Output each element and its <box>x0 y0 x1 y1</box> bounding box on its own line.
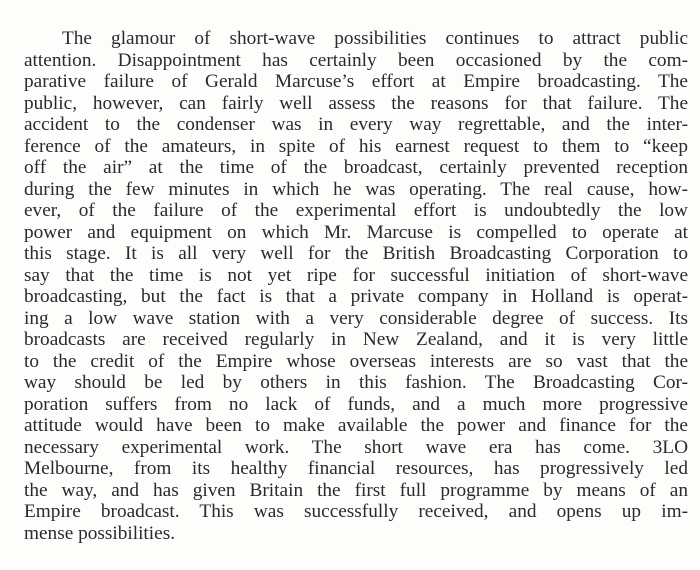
paragraph-line: to the credit of the Empire whose overseas interests are so vast that the <box>24 350 688 372</box>
paragraph-line: Melbourne, from its healthy financial resources, has progressively led <box>24 458 688 479</box>
paragraph-line: ever, of the failure of the experimental effort is undoubtedly the low <box>24 200 688 221</box>
paragraph-line: public, however, can fairly well assess the reasons for that failure. The <box>24 92 688 114</box>
paragraph-line: during the few minutes in which he was operating. The real cause, how- <box>24 178 688 200</box>
article-paragraph <box>24 28 688 544</box>
paragraph-line: this stage. It is all very well for the British Broadcasting Corporation to <box>24 243 688 264</box>
paragraph-line: necessary experimental work. The short wave era has come. 3LO <box>24 436 688 458</box>
paragraph-line: attention. Disappointment has certainly been occasioned by the com- <box>24 49 688 71</box>
paragraph-line: power and equipment on which Mr. Marcuse is compelled to operate at <box>24 221 688 243</box>
paragraph-line: poration suffers from no lack of funds, and a much more progressive <box>24 393 688 415</box>
paragraph-line: ing a low wave station with a very considerable degree of success. Its <box>24 307 688 329</box>
paragraph-line: mense possibilities. <box>24 522 176 544</box>
paragraph-line: say that the time is not yet ripe for successful initiation of short-wave <box>24 264 688 286</box>
paragraph-line: way should be led by others in this fashion. The Broadcasting Cor- <box>24 372 688 393</box>
paragraph-line: off the air” at the time of the broadcast, certainly prevented reception <box>24 157 688 178</box>
paragraph-line: The glamour of short-wave possibilities continues to attract public <box>62 28 688 49</box>
paragraph-line: broadcasting, but the fact is that a private company in Holland is operat- <box>24 286 688 307</box>
paragraph-line: parative failure of Gerald Marcuse’s effort at Empire broadcasting. The <box>24 71 688 92</box>
paragraph-line: ference of the amateurs, in spite of his earnest request to them to “keep <box>24 135 688 157</box>
paragraph-line: broadcasts are received regularly in New Zealand, and it is very little <box>24 329 688 350</box>
paragraph-line: attitude would have been to make available the power and finance for the <box>24 415 688 436</box>
paragraph-line: the way, and has given Britain the first full programme by means of an <box>24 479 688 501</box>
paragraph-line: Empire broadcast. This was successfully received, and opens up im- <box>24 501 688 522</box>
paragraph-line: accident to the condenser was in every way regrettable, and the inter- <box>24 114 688 135</box>
